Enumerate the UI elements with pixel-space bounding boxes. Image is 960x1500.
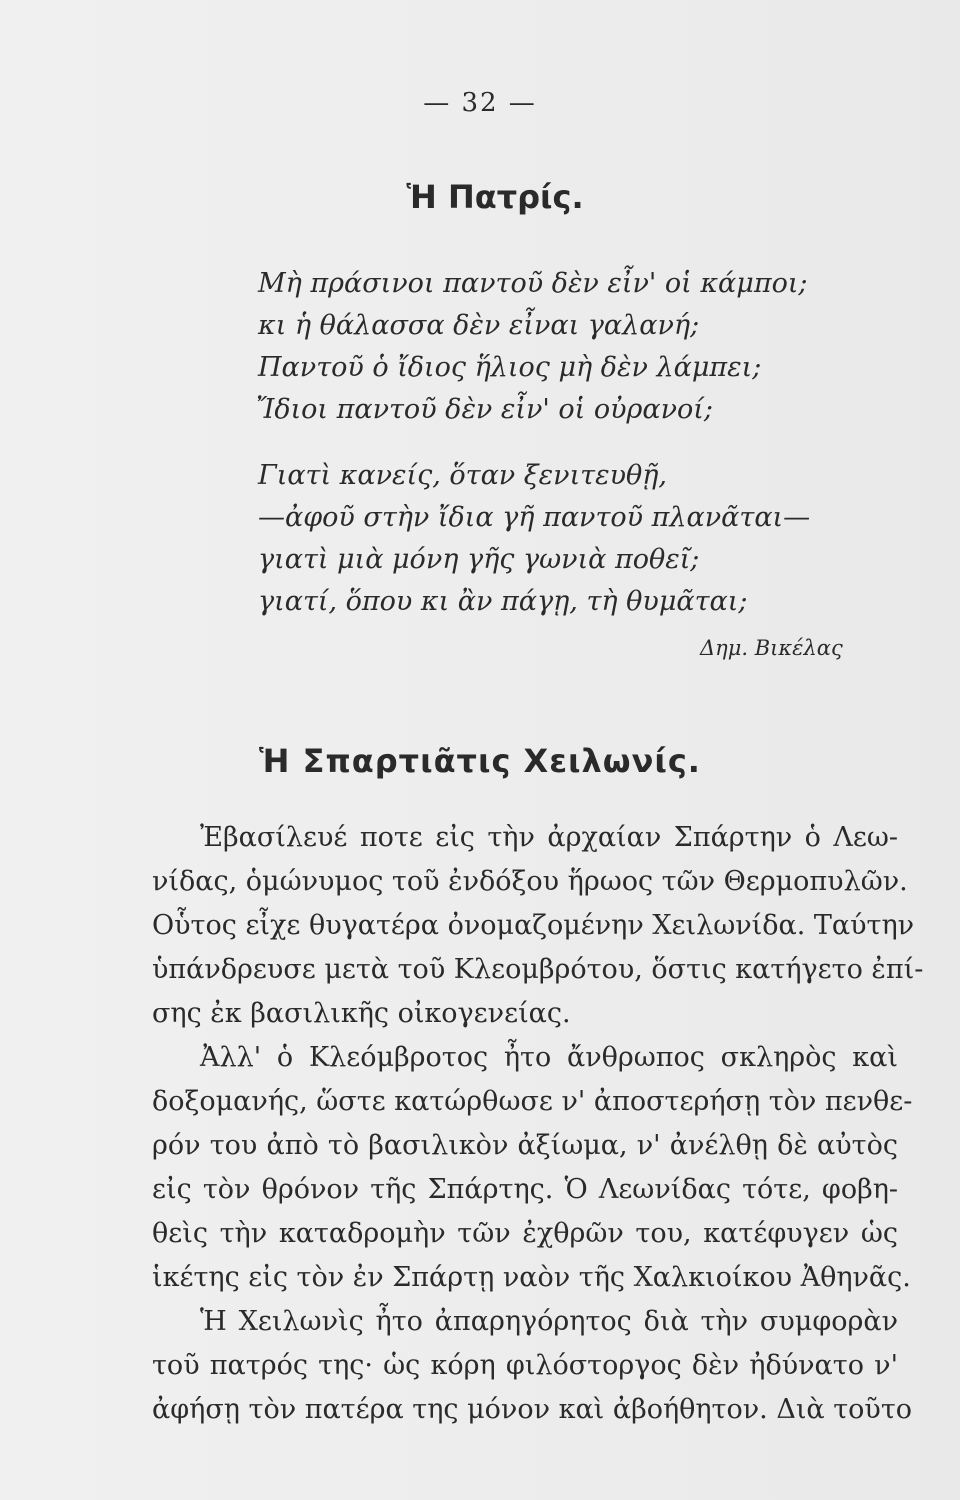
poem-author: Δημ. Βικέλας [700, 636, 843, 660]
page-number: — 32 — [423, 88, 537, 118]
prose-line: εἰς τὸν θρόνον τῆς Σπάρτης. Ὁ Λεωνίδας τότε, φοβη- [152, 1174, 898, 1205]
prose-line: Οὗτος εἶχε θυγατέρα ὀνομαζομένην Χειλωνίδα. Ταύτην [152, 910, 915, 941]
prose-line: ὑπάνδρευσε μετὰ τοῦ Κλεομβρότου, ὅστις κατήγετο ἐπί- [152, 954, 924, 985]
prose-line: Ἐβασίλευέ ποτε εἰς τὴν ἀρχαίαν Σπάρτην ὁ Λεω- [200, 822, 898, 853]
prose-line: ἀφήσῃ τὸν πατέρα της μόνον καὶ ἀβοήθητον. Διὰ τοῦτο [152, 1394, 913, 1425]
prose-line: ἱκέτης εἰς τὸν ἐν Σπάρτῃ ναὸν τῆς Χαλκιοίκου Ἀθηνᾶς. [152, 1262, 911, 1293]
poem-line: —ἀφοῦ στὴν ἴδια γῆ παντοῦ πλανᾶται— [258, 502, 811, 533]
poem-line: Γιατὶ κανείς, ὅταν ξενιτευθῇ, [258, 460, 668, 491]
prose-line: ρόν του ἀπὸ τὸ βασιλικὸν ἀξίωμα, ν' ἀνέλθῃ δὲ αὐτὸς [152, 1130, 898, 1161]
prose-line: θεὶς τὴν καταδρομὴν τῶν ἐχθρῶν του, κατέφυγεν ὡς [152, 1218, 898, 1249]
prose-line: Ἡ Χειλωνὶς ἦτο ἀπαρηγόρητος διὰ τὴν συμφορὰν [200, 1306, 898, 1337]
poem-line: γιατὶ μιὰ μόνη γῆς γωνιὰ ποθεῖ; [258, 544, 700, 575]
prose-line: τοῦ πατρός της· ὡς κόρη φιλόστοργος δὲν ἠδύνατο ν' [152, 1350, 898, 1381]
prose-title: Ἡ Σπαρτιᾶτις Χειλωνίς. [259, 742, 701, 780]
prose-line: νίδας, ὁμώνυμος τοῦ ἐνδόξου ἥρωος τῶν Θερμοπυλῶν. [152, 866, 908, 897]
poem-line: Μὴ πράσινοι παντοῦ δὲν εἶν' οἱ κάμποι; [258, 268, 808, 299]
poem-line: γιατί, ὅπου κι ἂν πάγῃ, τὴ θυμᾶται; [258, 586, 748, 617]
poem-line: κι ἡ θάλασσα δὲν εἶναι γαλανή; [258, 310, 700, 341]
prose-line: σης ἐκ βασιλικῆς οἰκογενείας. [152, 998, 571, 1029]
prose-line: Ἀλλ' ὁ Κλεόμβροτος ἦτο ἄνθρωπος σκληρὸς καὶ [200, 1042, 898, 1073]
prose-line: δοξομανής, ὥστε κατώρθωσε ν' ἀποστερήσῃ τὸν πενθε- [152, 1086, 913, 1117]
poem-line: Παντοῦ ὁ ἴδιος ἥλιος μὴ δὲν λάμπει; [258, 352, 762, 383]
poem-title: Ἡ Πατρίς. [406, 178, 584, 216]
poem-line: Ἴδιοι παντοῦ δὲν εἶν' οἱ οὐρανοί; [256, 394, 713, 425]
